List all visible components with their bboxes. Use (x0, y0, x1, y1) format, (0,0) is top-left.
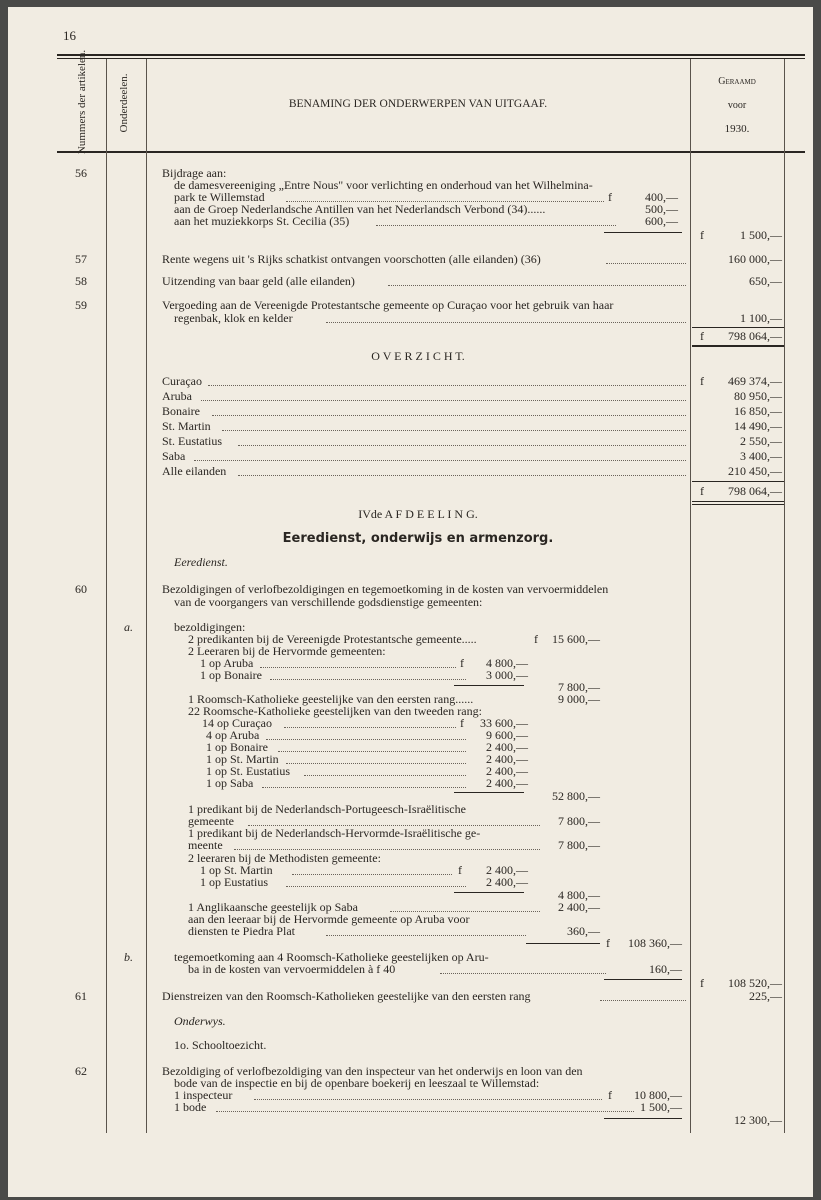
art60-a-total-florin: f (606, 936, 610, 950)
subtotal-rule (454, 685, 524, 686)
art62-row1-amount: 10 800,— (634, 1088, 682, 1102)
art56-line5-amount: 600,— (645, 214, 678, 228)
overzicht-row-name: Bonaire (162, 404, 200, 418)
art60-a7b: 1 op Eustatius (200, 875, 268, 889)
leader-dots (266, 739, 466, 740)
art60-a2b-amount: 3 000,— (486, 668, 528, 682)
header-geraamd-2: voor (727, 100, 747, 111)
overzicht-row-amount: 16 850,— (734, 404, 782, 418)
art60-a4-row: 1 op St. Eustatius (206, 764, 291, 778)
subtotal-rule (604, 1118, 682, 1119)
art60-part-a: a. (124, 620, 133, 634)
art60-a1-florin: f (534, 632, 538, 646)
art60-b-amount: 160,— (649, 962, 682, 976)
overzicht-row-amount: 14 490,— (734, 419, 782, 433)
leader-dots (212, 415, 686, 416)
art60-a9-line2: diensten te Piedra Plat (188, 924, 295, 938)
total-double-rule (692, 504, 784, 505)
subtotal-rule (454, 892, 524, 893)
art60-a6-line2: meente (188, 838, 223, 852)
art60-a4-row-amount: 2 400,— (486, 776, 528, 790)
art60-a4-row: 1 op St. Martin (206, 752, 279, 766)
art56-line4-amount: 500,— (645, 202, 678, 216)
header-geraamd-3: 1930. (724, 123, 750, 135)
art56-total-florin: f (700, 228, 704, 242)
overzicht-row-name: Aruba (162, 389, 192, 403)
total-double-rule (692, 345, 784, 347)
art60-a2a-amount: 4 800,— (486, 656, 528, 670)
art60-a4: 22 Roomsche-Katholieke geestelijken van den tweeden rang: (188, 704, 482, 718)
leader-dots (270, 679, 466, 680)
leader-dots (292, 874, 452, 875)
overzicht-row-name: Curaçao (162, 374, 202, 388)
leader-dots (440, 973, 606, 974)
art60-a4-row: 14 op Curaçao (202, 716, 272, 730)
art56-line2: de damesvereeniging „Entre Nous" voor verlichting en onderhoud van het Wilhelmina- (174, 178, 593, 192)
art56-line3: park te Willemstad (174, 190, 265, 204)
art60-a7b-amount: 2 400,— (486, 875, 528, 889)
total-rule (692, 481, 784, 482)
art60-a5-amount: 7 800,— (558, 814, 600, 828)
art59-line1: Vergoeding aan de Vereenigde Protestantsche gemeente op Curaçao voor het gebruik van haar (162, 298, 614, 312)
art60-a7a-amount: 2 400,— (486, 863, 528, 877)
art56-line1: Bijdrage aan: (162, 166, 227, 180)
art60-a2b: 1 op Bonaire (200, 668, 262, 682)
subtotal-rule (454, 792, 524, 793)
subtotal-rule (604, 979, 682, 980)
art62-line1: Bezoldiging of verlofbezoldiging van den inspecteur van het onderwijs en loon van den (162, 1064, 583, 1078)
art60-total-florin: f (700, 976, 704, 990)
art57-number: 57 (75, 252, 87, 266)
overzicht-row-florin: f (700, 374, 704, 388)
overzicht-title: O V E R Z I C H T. (371, 349, 465, 363)
leader-dots (216, 1111, 634, 1112)
section-onderwijs: Onderwys. (174, 1014, 226, 1028)
art60-a2a-florin: f (460, 656, 464, 670)
art57-text: Rente wegens uit 's Rijks schatkist ontvangen voorschotten (alle eilanden) (36) (162, 252, 541, 266)
art62-row1-florin: f (608, 1088, 612, 1102)
art60-b-line1: tegemoetkoming aan 4 Roomsch-Katholieke geestelijken op Aru- (174, 950, 489, 964)
subtotal-rule (604, 232, 682, 233)
art56-line3-florin: f (608, 190, 612, 204)
header-bottom-rule (57, 151, 805, 153)
leader-dots (262, 787, 466, 788)
leader-dots (254, 1099, 602, 1100)
art60-a7: 2 leeraren bij de Methodisten gemeente: (188, 851, 381, 865)
art60-line1: Bezoldigingen of verlofbezoldigingen en tegemoetkoming in de kosten van vervoermiddelen (162, 582, 609, 596)
art60-a2-sum: 7 800,— (558, 680, 600, 694)
leader-dots (284, 727, 456, 728)
leader-dots (222, 430, 686, 431)
leader-dots (286, 763, 466, 764)
art56-line4: aan de Groep Nederlandsche Antillen van het Nederlandsch Verbond (34)...... (174, 202, 546, 216)
art60-a3: 1 Roomsch-Katholieke geestelijke van den eersten rang...... (188, 692, 474, 706)
leader-dots (606, 263, 686, 264)
art60-a9-amount: 360,— (567, 924, 600, 938)
leader-dots (238, 445, 686, 446)
header-top-rule (57, 54, 805, 56)
art60-a4-row-florin: f (460, 716, 464, 730)
leader-dots (234, 849, 540, 850)
art60-b-line2: ba in de kosten van vervoermiddelen à f 40 (188, 962, 396, 976)
art59-total: 798 064,— (728, 329, 782, 343)
column-divider-1 (106, 59, 107, 1133)
art59-number: 59 (75, 298, 87, 312)
overzicht-row-amount: 210 450,— (728, 464, 782, 478)
header-nummers: Nummers der artikelen. (76, 49, 88, 155)
header-onderdeelen: Onderdeelen. (118, 73, 130, 133)
art60-a8-amount: 2 400,— (558, 900, 600, 914)
leader-dots (326, 935, 526, 936)
art62-total: 12 300,— (734, 1113, 782, 1127)
art60-a7a: 1 op St. Martin (200, 863, 273, 877)
leader-dots (286, 886, 466, 887)
leader-dots (238, 475, 686, 476)
overzicht-total-florin: f (700, 484, 704, 498)
art60-number: 60 (75, 582, 87, 596)
section-eeredienst: Eeredienst. (174, 555, 228, 569)
art60-a7a-florin: f (458, 863, 462, 877)
art60-a4-row: 1 op Saba (206, 776, 254, 790)
art60-a2: 2 Leeraren bij de Hervormde gemeenten: (188, 644, 386, 658)
art59-total-florin: f (700, 329, 704, 343)
leader-dots (201, 400, 686, 401)
art60-a-total: 108 360,— (628, 936, 682, 950)
art58-text: Uitzending van baar geld (alle eilanden) (162, 274, 355, 288)
art60-a4-row-amount: 2 400,— (486, 740, 528, 754)
page-number: 16 (63, 28, 76, 43)
art60-a7-sum: 4 800,— (558, 888, 600, 902)
overzicht-row-name: St. Eustatius (162, 434, 223, 448)
header-geraamd-1: Geraamd (718, 76, 756, 87)
art62-row2-amount: 1 500,— (640, 1100, 682, 1114)
art60-a0: bezoldigingen: (174, 620, 246, 634)
art61-number: 61 (75, 989, 87, 1003)
overzicht-total: 798 064,— (728, 484, 782, 498)
art61-text: Dienstreizen van den Roomsch-Katholieken geestelijke van den eersten rang (162, 989, 531, 1003)
art56-number: 56 (75, 166, 87, 180)
art60-a9-line1: aan den leeraar bij de Hervormde gemeente op Aruba voor (188, 912, 470, 926)
column-divider-2 (146, 59, 147, 1133)
leader-dots (194, 460, 686, 461)
leader-dots (278, 751, 466, 752)
art60-a4-row-amount: 9 600,— (486, 728, 528, 742)
art60-a1-amount: 15 600,— (552, 632, 600, 646)
overzicht-row-amount: 469 374,— (728, 374, 782, 388)
overzicht-row-name: St. Martin (162, 419, 211, 433)
overzicht-row-amount: 80 950,— (734, 389, 782, 403)
art59-line2: regenbak, klok en kelder (174, 311, 293, 325)
art60-total: 108 520,— (728, 976, 782, 990)
art56-line3-amount: 400,— (645, 190, 678, 204)
art57-amount: 160 000,— (728, 252, 782, 266)
leader-dots (326, 322, 686, 323)
overzicht-row-name: Alle eilanden (162, 464, 227, 478)
afdeeling-subtitle: Eeredienst, onderwijs en armenzorg. (282, 531, 554, 546)
overzicht-row-name: Saba (162, 449, 186, 463)
leader-dots (376, 225, 616, 226)
leader-dots (304, 775, 466, 776)
art58-number: 58 (75, 274, 87, 288)
art62-row2: 1 bode (174, 1100, 207, 1114)
leader-dots (260, 667, 456, 668)
art60-a1: 2 predikanten bij de Vereenigde Protestantsche gemeente..... (188, 632, 477, 646)
art60-line2: van de voorgangers van verschillende godsdienstige gemeenten: (174, 595, 483, 609)
art60-a2a: 1 op Aruba (200, 656, 254, 670)
afdeeling-title: IVde A F D E E L I N G. (358, 507, 478, 521)
art60-a4-row: 4 op Aruba (206, 728, 260, 742)
art56-line5: aan het muziekkorps St. Cecilia (35) (174, 214, 350, 228)
subtotal-rule (526, 943, 600, 944)
header-benaming: BENAMING DER ONDERWERPEN VAN UITGAAF. (288, 98, 548, 110)
art60-a6-line1: 1 predikant bij de Nederlandsch-Hervormde-Israëlitische ge- (188, 826, 481, 840)
subsection-schooltoezicht: 1o. Schooltoezicht. (174, 1038, 267, 1052)
art61-amount: 225,— (749, 989, 782, 1003)
art59-amount: 1 100,— (740, 311, 782, 325)
art60-a5-line1: 1 predikant bij de Nederlandsch-Portugeesch-Israëlitische (188, 802, 466, 816)
total-rule (692, 327, 784, 328)
overzicht-row-amount: 2 550,— (740, 434, 782, 448)
overzicht-row-amount: 3 400,— (740, 449, 782, 463)
art60-a4-row-amount: 2 400,— (486, 752, 528, 766)
leader-dots (388, 285, 686, 286)
art60-a4-row-amount: 33 600,— (480, 716, 528, 730)
art60-a4-row-amount: 2 400,— (486, 764, 528, 778)
art60-a8: 1 Anglikaansche geestelijk op Saba (188, 900, 358, 914)
art60-a4-sum: 52 800,— (552, 789, 600, 803)
art58-amount: 650,— (749, 274, 782, 288)
art60-a3-amount: 9 000,— (558, 692, 600, 706)
art60-a4-row: 1 op Bonaire (206, 740, 268, 754)
art60-a5-line2: gemeente (188, 814, 234, 828)
column-divider-4 (784, 59, 785, 1133)
header-top-rule-thin (57, 58, 805, 59)
art60-part-b: b. (124, 950, 133, 964)
leader-dots (208, 385, 686, 386)
art62-number: 62 (75, 1064, 87, 1078)
column-divider-3 (690, 59, 691, 1133)
art60-a6-amount: 7 800,— (558, 838, 600, 852)
leader-dots (600, 1000, 686, 1001)
art62-row1: 1 inspecteur (174, 1088, 233, 1102)
art62-line2: bode van de inspectie en bij de openbare boekerij en leeszaal te Willemstad: (174, 1076, 540, 1090)
art56-total: 1 500,— (740, 228, 782, 242)
document-page (8, 7, 813, 1197)
total-double-rule (692, 501, 784, 502)
